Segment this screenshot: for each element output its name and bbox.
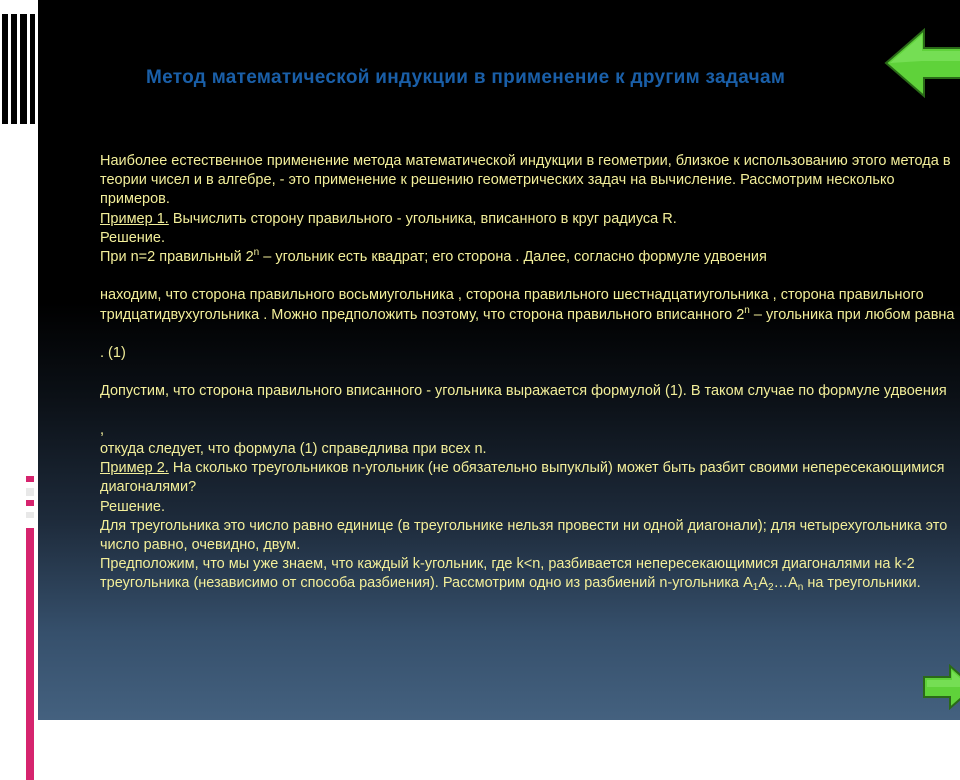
text-run: – угольник есть квадрат; его сторона . Далее, согласно формуле удвоения — [259, 249, 767, 266]
body-paragraph — [100, 555, 960, 593]
body-paragraph: Решение. — [100, 498, 165, 515]
text-run: Предположим, что мы уже знаем, что каждый k-угольник, где k<n, разбивается непересекающимися диагоналями на k-2 треугольника (независимо от способа разбиения). Рассмотрим одно из разбиений n-угольника A — [100, 556, 915, 592]
blank-line — [100, 402, 960, 421]
slide-body — [100, 152, 960, 594]
blank-line — [100, 325, 960, 344]
text-run: на треугольники. — [803, 575, 921, 592]
body-paragraph — [100, 210, 960, 229]
subscript: 2 — [768, 582, 774, 594]
body-paragraph — [100, 286, 960, 324]
blank-line — [100, 363, 960, 382]
text-run: A — [758, 575, 768, 592]
text-run: При n=2 правильный 2 — [100, 249, 254, 266]
body-paragraph: Для треугольника это число равно единице (в треугольнике нельзя провести ни одной диагонали); для четырехугольника это число равно, очевидно, двум. — [100, 517, 948, 553]
forward-arrow-icon[interactable] — [922, 664, 960, 710]
text-run: Вычислить сторону правильного - угольника, вписанного в круг радиуса R. — [168, 210, 677, 227]
example-label: Пример 2. — [100, 460, 169, 477]
body-paragraph: Наиболее естественное применение метода математической индукции в геометрии, близкое к использованию этого метода в теории чисел и в алгебре, - это применение к решению геометрических задач на вычисление. Рассмотрим несколько примеров. — [100, 153, 951, 208]
slide-title: Метод математической индукции в применение к другим задачам — [146, 67, 786, 88]
body-paragraph: Допустим, что сторона правильного вписанного - угольника выражается формулой (1). В таком случае по формуле удвоения — [100, 383, 947, 400]
decorative-stripes-left — [26, 460, 34, 720]
text-run: На сколько треугольников n-угольник (не обязательно выпуклый) может быть разбит своими непересекающимися диагоналями? — [100, 460, 945, 496]
example-label: Пример 1. — [100, 210, 169, 227]
body-paragraph: Решение. — [100, 229, 165, 246]
superscript: n — [744, 304, 750, 316]
body-paragraph: откуда следует, что формула (1) справедлива при всех n. — [100, 440, 487, 457]
text-run: – угольника при любом равна — [749, 306, 955, 323]
text-run: находим, что сторона правильного восьмиугольника , сторона правильного шестнадцатиугольника , сторона правильного тридцатидвухугольника . Можно предположить поэтому, что сторона правильного вписанного 2 — [100, 287, 924, 323]
subscript: 1 — [752, 582, 759, 594]
body-paragraph — [100, 459, 960, 497]
blank-line — [100, 267, 960, 286]
body-paragraph — [100, 248, 960, 267]
body-paragraph: . (1) — [100, 345, 126, 361]
subscript: n — [797, 582, 804, 594]
decorative-stripes-top — [0, 14, 38, 124]
text-run: …A — [773, 575, 798, 592]
slide — [38, 0, 960, 720]
superscript: n — [253, 247, 260, 259]
back-arrow-icon[interactable] — [884, 28, 960, 98]
body-paragraph: , — [100, 421, 105, 438]
